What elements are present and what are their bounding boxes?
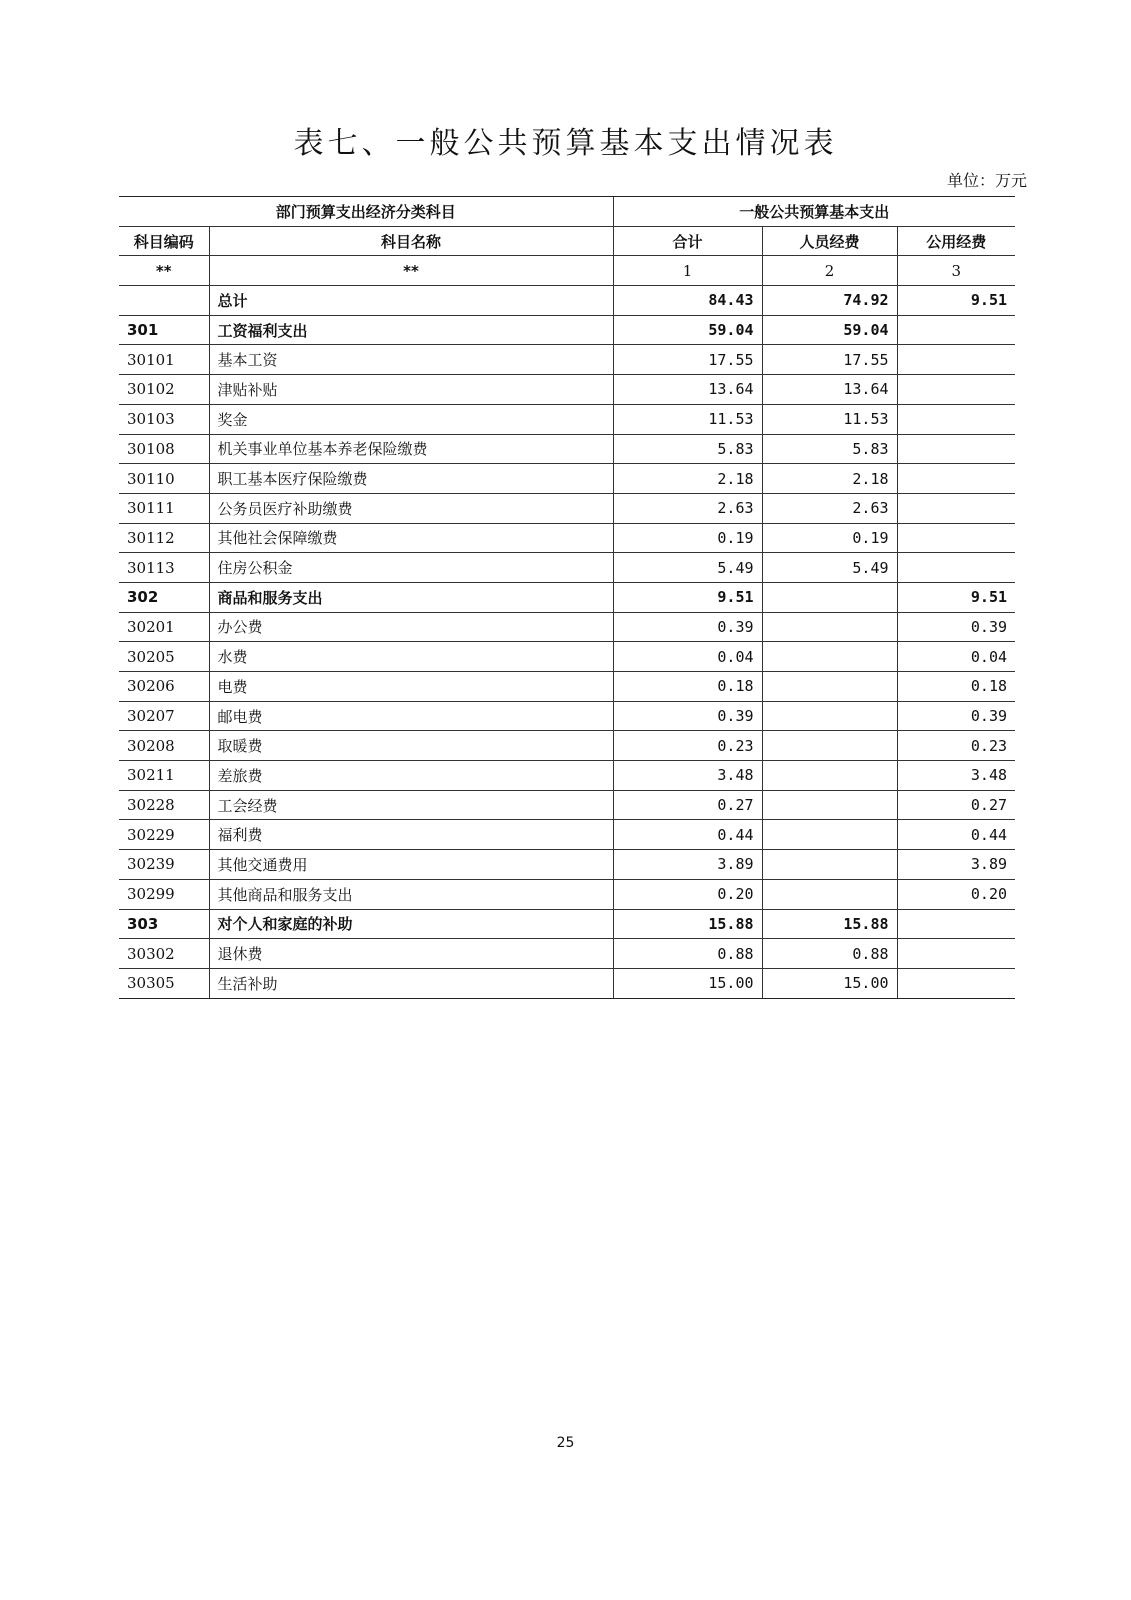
row-name: 其他交通费用 (209, 850, 613, 880)
table-row (119, 879, 1015, 909)
row-total: 0.04 (613, 642, 762, 672)
header-public: 公用经费 (897, 226, 1015, 256)
index-personnel: 2 (762, 256, 897, 286)
table-body (119, 286, 1015, 999)
table-row (119, 790, 1015, 820)
row-name: 工会经费 (209, 790, 613, 820)
row-code: 30102 (119, 375, 209, 405)
header-total: 合计 (613, 226, 762, 256)
row-public: 0.39 (897, 701, 1015, 731)
row-public (897, 345, 1015, 375)
header-code: 科目编码 (119, 226, 209, 256)
row-total: 9.51 (613, 582, 762, 612)
row-public (897, 434, 1015, 464)
header-group-right: 一般公共预算基本支出 (613, 197, 1015, 227)
row-total: 84.43 (613, 286, 762, 316)
row-name: 退休费 (209, 939, 613, 969)
header-group-row (119, 197, 1015, 227)
table-row (119, 375, 1015, 405)
row-total: 2.18 (613, 464, 762, 494)
row-total: 0.39 (613, 612, 762, 642)
table-row (119, 523, 1015, 553)
row-personnel (762, 612, 897, 642)
row-code: 30229 (119, 820, 209, 850)
table-row (119, 761, 1015, 791)
row-name: 邮电费 (209, 701, 613, 731)
index-public: 3 (897, 256, 1015, 286)
row-total: 11.53 (613, 404, 762, 434)
header-group-left: 部门预算支出经济分类科目 (119, 197, 613, 227)
table-row (119, 612, 1015, 642)
row-code: 302 (119, 582, 209, 612)
row-total: 2.63 (613, 493, 762, 523)
row-code (119, 286, 209, 316)
row-public: 0.23 (897, 731, 1015, 761)
row-code: 30201 (119, 612, 209, 642)
row-total: 0.27 (613, 790, 762, 820)
row-public (897, 493, 1015, 523)
row-public: 3.89 (897, 850, 1015, 880)
row-public (897, 939, 1015, 969)
row-personnel (762, 850, 897, 880)
row-personnel (762, 820, 897, 850)
row-code: 30108 (119, 434, 209, 464)
row-public: 0.20 (897, 879, 1015, 909)
row-total: 17.55 (613, 345, 762, 375)
row-total: 0.19 (613, 523, 762, 553)
row-code: 30205 (119, 642, 209, 672)
row-total: 13.64 (613, 375, 762, 405)
row-name: 其他社会保障缴费 (209, 523, 613, 553)
row-personnel: 5.83 (762, 434, 897, 464)
row-name: 差旅费 (209, 761, 613, 791)
row-name: 其他商品和服务支出 (209, 879, 613, 909)
unit-label: 单位：万元 (946, 171, 1027, 190)
row-public (897, 523, 1015, 553)
row-total: 0.88 (613, 939, 762, 969)
row-public (897, 909, 1015, 939)
row-personnel: 13.64 (762, 375, 897, 405)
row-name: 办公费 (209, 612, 613, 642)
row-name: 住房公积金 (209, 553, 613, 583)
table-row (119, 968, 1015, 998)
row-total: 3.89 (613, 850, 762, 880)
table-row (119, 404, 1015, 434)
header-index-row (119, 256, 1015, 286)
row-personnel (762, 761, 897, 791)
row-public (897, 404, 1015, 434)
row-public (897, 315, 1015, 345)
row-name: 福利费 (209, 820, 613, 850)
table-row (119, 582, 1015, 612)
row-public: 9.51 (897, 286, 1015, 316)
header-personnel: 人员经费 (762, 226, 897, 256)
row-code: 303 (119, 909, 209, 939)
row-personnel (762, 672, 897, 702)
row-code: 30239 (119, 850, 209, 880)
row-code: 30228 (119, 790, 209, 820)
table-row (119, 286, 1015, 316)
row-public (897, 464, 1015, 494)
row-code: 30112 (119, 523, 209, 553)
row-public: 0.27 (897, 790, 1015, 820)
row-public: 3.48 (897, 761, 1015, 791)
table-row (119, 642, 1015, 672)
row-personnel: 2.63 (762, 493, 897, 523)
table-row (119, 939, 1015, 969)
row-personnel: 15.00 (762, 968, 897, 998)
row-personnel: 5.49 (762, 553, 897, 583)
row-code: 30299 (119, 879, 209, 909)
row-personnel: 74.92 (762, 286, 897, 316)
row-personnel (762, 731, 897, 761)
row-total: 15.88 (613, 909, 762, 939)
row-name: 基本工资 (209, 345, 613, 375)
table-row (119, 315, 1015, 345)
row-total: 3.48 (613, 761, 762, 791)
row-name: 津贴补贴 (209, 375, 613, 405)
row-personnel (762, 582, 897, 612)
table-row (119, 434, 1015, 464)
table-row (119, 493, 1015, 523)
row-code: 30305 (119, 968, 209, 998)
row-name: 生活补助 (209, 968, 613, 998)
row-name: 商品和服务支出 (209, 582, 613, 612)
budget-table (119, 196, 1015, 999)
row-personnel: 11.53 (762, 404, 897, 434)
table-row (119, 553, 1015, 583)
row-personnel (762, 701, 897, 731)
row-public: 0.04 (897, 642, 1015, 672)
row-code: 30111 (119, 493, 209, 523)
row-personnel (762, 879, 897, 909)
row-personnel: 0.19 (762, 523, 897, 553)
row-total: 5.49 (613, 553, 762, 583)
page-title: 表七、一般公共预算基本支出情况表 (293, 126, 838, 161)
table-row (119, 850, 1015, 880)
header-column-row (119, 226, 1015, 256)
row-name: 水费 (209, 642, 613, 672)
row-name: 对个人和家庭的补助 (209, 909, 613, 939)
row-code: 30208 (119, 731, 209, 761)
table-row (119, 731, 1015, 761)
row-code: 30302 (119, 939, 209, 969)
row-personnel: 17.55 (762, 345, 897, 375)
row-public: 0.44 (897, 820, 1015, 850)
row-total: 0.39 (613, 701, 762, 731)
row-code: 30206 (119, 672, 209, 702)
row-total: 0.20 (613, 879, 762, 909)
row-name: 电费 (209, 672, 613, 702)
row-public: 0.39 (897, 612, 1015, 642)
row-personnel: 59.04 (762, 315, 897, 345)
row-personnel: 15.88 (762, 909, 897, 939)
row-total: 5.83 (613, 434, 762, 464)
row-public: 9.51 (897, 582, 1015, 612)
row-code: 301 (119, 315, 209, 345)
row-code: 30101 (119, 345, 209, 375)
index-total: 1 (613, 256, 762, 286)
row-name: 机关事业单位基本养老保险缴费 (209, 434, 613, 464)
row-total: 59.04 (613, 315, 762, 345)
row-name: 取暖费 (209, 731, 613, 761)
row-name: 工资福利支出 (209, 315, 613, 345)
index-name: ** (209, 256, 613, 286)
row-name: 奖金 (209, 404, 613, 434)
row-public (897, 375, 1015, 405)
row-total: 15.00 (613, 968, 762, 998)
row-total: 0.18 (613, 672, 762, 702)
header-name: 科目名称 (209, 226, 613, 256)
row-total: 0.44 (613, 820, 762, 850)
row-personnel (762, 642, 897, 672)
table-row (119, 701, 1015, 731)
row-personnel: 0.88 (762, 939, 897, 969)
row-public (897, 968, 1015, 998)
table-row (119, 820, 1015, 850)
row-name: 总计 (209, 286, 613, 316)
row-code: 30113 (119, 553, 209, 583)
row-personnel: 2.18 (762, 464, 897, 494)
row-name: 职工基本医疗保险缴费 (209, 464, 613, 494)
index-code: ** (119, 256, 209, 286)
row-total: 0.23 (613, 731, 762, 761)
row-code: 30103 (119, 404, 209, 434)
row-code: 30110 (119, 464, 209, 494)
row-personnel (762, 790, 897, 820)
row-code: 30211 (119, 761, 209, 791)
table-row (119, 464, 1015, 494)
row-name: 公务员医疗补助缴费 (209, 493, 613, 523)
table-row (119, 345, 1015, 375)
table-row (119, 672, 1015, 702)
table-row (119, 909, 1015, 939)
row-public (897, 553, 1015, 583)
row-code: 30207 (119, 701, 209, 731)
page-number: 25 (556, 1435, 575, 1451)
row-public: 0.18 (897, 672, 1015, 702)
